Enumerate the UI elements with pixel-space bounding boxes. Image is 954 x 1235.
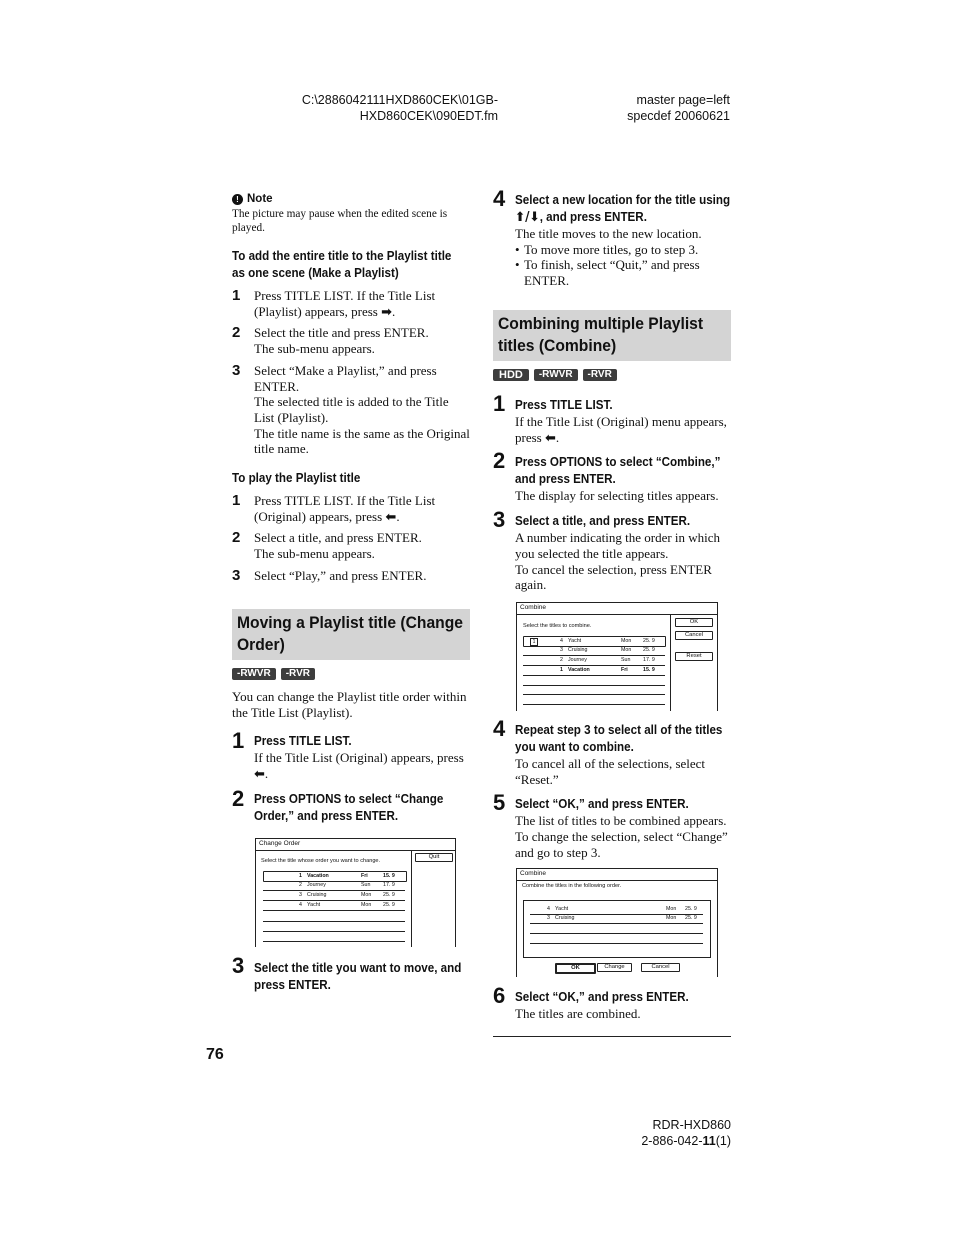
table-row[interactable] <box>523 656 665 666</box>
step-heading: Press TITLE LIST. <box>254 734 352 749</box>
step-text: Select the title and press ENTER. <box>254 325 429 341</box>
reset-button[interactable]: Reset <box>675 652 713 661</box>
step-body: To cancel all of the selections, select “Reset.” <box>515 756 706 787</box>
step-number: 2 <box>232 324 241 342</box>
table-row[interactable] <box>263 901 405 911</box>
note-icon: ! <box>232 194 243 205</box>
row-title: Cruising <box>555 915 575 921</box>
steps-4-6 <box>493 718 733 861</box>
step-heading: Repeat step 3 to select all of the titles you want to combine. <box>515 723 723 754</box>
step-body: If the Title List (Original) appears, press <box>254 750 464 766</box>
row-number: 4 <box>299 902 302 908</box>
step-item <box>232 785 470 825</box>
row-title: Journey <box>568 657 587 663</box>
screen-title: Combine <box>520 870 547 877</box>
step-item <box>232 325 472 356</box>
column-end-rule <box>493 1036 731 1037</box>
disc-badges <box>493 369 731 381</box>
empty-row-line <box>523 685 665 686</box>
screen-change-order <box>255 838 456 947</box>
empty-row-line <box>263 931 405 932</box>
ok-button[interactable]: OK <box>675 618 713 627</box>
screen-divider <box>517 880 717 881</box>
badge-rvr: -RVR <box>281 668 315 680</box>
step-body: A number indicating the order in which you selected the title appears. <box>515 530 721 561</box>
arrow-left-icon: ⬅ <box>385 509 397 525</box>
screen-divider <box>670 614 671 711</box>
row-title: Vacation <box>307 873 329 879</box>
row-day: Mon <box>666 906 677 912</box>
row-date: 15. 9 <box>383 873 395 879</box>
step-body: The list of titles to be combined appears. To change the selection, select “Change” and go to step 3. <box>515 813 728 860</box>
step-text: Press TITLE LIST. If the Title List (Playlist) appears, press <box>254 288 436 319</box>
intro-text: You can change the Playlist title order within the Title List (Playlist). <box>232 689 467 720</box>
code-part: (1) <box>715 1134 731 1148</box>
step-heading: Press OPTIONS to select “Change Order,” and press ENTER. <box>254 791 444 823</box>
page-number: 76 <box>206 1046 224 1063</box>
row-day: Mon <box>666 915 677 921</box>
row-date: 15. 9 <box>643 667 655 673</box>
row-day: Fri <box>361 873 368 879</box>
step-heading: Select “OK,” and press ENTER. <box>515 990 689 1004</box>
row-number: 4 <box>547 906 550 912</box>
step-body: The titles are combined. <box>515 1006 641 1021</box>
row-number: 3 <box>547 915 550 921</box>
step-number: 2 <box>493 448 506 474</box>
quit-button[interactable]: Quit <box>415 853 453 862</box>
step-item <box>493 450 731 504</box>
screen-divider <box>411 850 412 947</box>
step-heading: Press OPTIONS to select “Combine,” and press ENTER. <box>515 455 721 487</box>
row-day: Mon <box>621 647 632 653</box>
step-number: 3 <box>232 566 241 584</box>
footer-model-info <box>600 1117 731 1149</box>
row-title: Yacht <box>568 638 582 644</box>
badge-rwvr: -RWVR <box>232 668 276 680</box>
bullet-item: To move more titles, go to step 3. <box>524 241 699 257</box>
badge-rvr: -RVR <box>583 369 617 381</box>
table-row[interactable] <box>263 891 405 901</box>
ok-button[interactable]: OK <box>555 963 596 974</box>
section-heading: Moving a Playlist title (Change Order) <box>237 613 463 654</box>
step-body: The display for selecting titles appears. <box>515 488 719 504</box>
empty-row-line <box>263 921 405 922</box>
cancel-button[interactable]: Cancel <box>641 963 680 972</box>
step-item <box>232 955 472 994</box>
subheading-play-playlist: To play the Playlist title <box>232 471 361 486</box>
step-heading-end: , and press ENTER. <box>539 210 647 224</box>
step-item <box>493 985 733 1022</box>
step-number: 1 <box>232 287 241 304</box>
code-part: 2-886-042- <box>641 1134 703 1148</box>
step-body: If the Title List (Original) menu appears, press <box>515 414 727 445</box>
arrow-left-icon: ⬅ <box>544 430 556 446</box>
step-heading: Select a new location for the title using <box>515 193 731 207</box>
step-heading: Select “OK,” and press ENTER. <box>515 797 689 812</box>
subheading-make-playlist: To add the entire title to the Playlist title as one scene (Make a Playlist) <box>232 249 452 280</box>
step-item: 1 Press TITLE LIST. If the Title List (Original) appears, press ⬅. <box>232 730 470 781</box>
master-page-line2: specdef 20060621 <box>627 109 730 123</box>
table-row[interactable] <box>523 666 665 676</box>
screen-title: Change Order <box>259 840 301 847</box>
row-day: Fri <box>621 667 628 673</box>
row-day: Mon <box>621 638 632 644</box>
master-page-info <box>600 92 730 124</box>
step-number: 3 <box>232 361 241 379</box>
step-item: 1 Press TITLE LIST. If the Title List (Playlist) appears, press ➡. <box>232 287 436 320</box>
row-date: 25. 9 <box>685 906 697 912</box>
empty-row-line <box>523 704 665 705</box>
row-title: Yacht <box>307 902 321 908</box>
step-number: 4 <box>493 186 506 211</box>
left-column <box>232 192 472 584</box>
step-number: 2 <box>232 529 241 547</box>
step-heading: Select a title, and press ENTER. <box>515 514 691 529</box>
row-number: 1 <box>560 667 563 673</box>
step-item <box>493 792 733 860</box>
step-item <box>232 363 472 457</box>
row-date: 25. 9 <box>383 892 395 898</box>
row-title: Yacht <box>555 906 569 912</box>
step-number: 6 <box>493 983 506 1008</box>
note-text: The picture may pause when the edited scene is played. <box>232 208 448 234</box>
arrow-right-icon: ➡ <box>381 304 392 320</box>
row-number: 2 <box>299 882 302 888</box>
screen-instruction: Select the title whose order you want to change. <box>261 858 381 864</box>
arrow-up-down-icon: ⬆/⬇ <box>515 210 540 225</box>
empty-row-line <box>523 694 665 695</box>
row-number: 2 <box>560 657 563 663</box>
section-heading: Combining multiple Playlist titles (Combine) <box>498 314 704 355</box>
step-item <box>232 530 472 561</box>
change-button[interactable]: Change <box>597 963 632 972</box>
step-result: The sub-menu appears. <box>254 546 375 562</box>
step-number: 1 <box>493 391 506 416</box>
step-number: 3 <box>232 953 245 978</box>
screen-instruction: Combine the titles in the following order. <box>522 883 622 889</box>
file-path-line1: C:\2886042111HXD860CEK\01GB- <box>301 93 498 107</box>
row-number: 3 <box>560 647 563 653</box>
row-day: Mon <box>361 892 372 898</box>
right-column <box>493 188 733 289</box>
empty-row-line <box>530 943 703 944</box>
row-date: 25. 9 <box>643 647 655 653</box>
screen-combine-confirm <box>516 868 718 977</box>
step-item: 1 Press TITLE LIST. If the Title List (Original) menu appears, press ⬅. <box>493 393 731 445</box>
step-item: 1 Press TITLE LIST. If the Title List (Original) appears, press ⬅. <box>232 492 436 525</box>
step-result: The title name is the same as the Original title name. <box>254 425 470 457</box>
row-day: Mon <box>361 902 372 908</box>
row-title: Vacation <box>568 667 590 673</box>
step-number: 1 <box>232 728 245 754</box>
empty-row-line <box>530 933 703 934</box>
step-heading: Select the title you want to move, and press ENTER. <box>254 961 462 992</box>
step-body: The title moves to the new location. <box>515 226 702 241</box>
file-path <box>300 92 498 124</box>
screen-divider <box>256 850 455 851</box>
step-heading: Press TITLE LIST. <box>515 398 613 412</box>
row-date: 25. 9 <box>643 638 655 644</box>
step-number: 2 <box>232 785 245 811</box>
step-item <box>493 509 731 593</box>
step-body: To cancel the selection, press ENTER again. <box>515 561 712 593</box>
note-label: Note <box>247 193 273 205</box>
screen-title: Combine <box>520 604 547 611</box>
row-title: Cruising <box>307 892 327 898</box>
file-path-line2: HXD860CEK\090EDT.fm <box>359 109 498 123</box>
step-item: 4 Select a new location for the title using ⬆/⬇, and press ENTER. The title moves to the new location. • To move more titles, go to step 3. • To finish, select “Quit,” and press ENTER. <box>493 188 733 289</box>
bullet-item: To finish, select “Quit,” and press ENTER. <box>524 257 700 289</box>
table-row[interactable] <box>523 646 665 656</box>
model-number: RDR-HXD860 <box>652 1118 731 1132</box>
row-number: 4 <box>560 638 563 644</box>
step-number: 4 <box>493 716 506 741</box>
step-text: Press TITLE LIST. If the Title List (Original) appears, press <box>254 493 436 524</box>
step-number: 3 <box>493 507 506 533</box>
selection-order-mark: 1 <box>530 638 538 646</box>
step-number: 5 <box>493 790 506 816</box>
section-combine <box>493 310 731 593</box>
badge-hdd: HDD <box>493 369 529 381</box>
table-row[interactable] <box>530 914 703 924</box>
screen-instruction: Select the titles to combine. <box>523 623 592 629</box>
row-date: 25. 9 <box>685 915 697 921</box>
row-date: 17. 9 <box>643 657 655 663</box>
section-change-order <box>232 609 470 825</box>
master-page-line1: master page=left <box>636 93 730 107</box>
step-result: The selected title is added to the Title List (Playlist). <box>254 394 449 425</box>
table-row[interactable] <box>263 881 405 891</box>
empty-row-line <box>263 941 405 942</box>
code-part-bold: 11 <box>702 1134 716 1148</box>
disc-badges <box>232 668 470 680</box>
step-text: Select “Make a Playlist,” and press ENTER. <box>254 362 437 394</box>
screen-combine-select <box>516 602 718 711</box>
step-text: Select a title, and press ENTER. <box>254 530 422 546</box>
step-number: 1 <box>232 492 241 510</box>
row-date: 25. 9 <box>383 902 395 908</box>
document-code <box>600 1133 731 1149</box>
step-item <box>232 568 472 584</box>
row-date: 17. 9 <box>383 882 395 888</box>
row-title: Journey <box>307 882 326 888</box>
row-number: 3 <box>299 892 302 898</box>
section-heading-box <box>493 310 731 361</box>
badge-rwvr: -RWVR <box>534 369 578 381</box>
row-day: Sun <box>621 657 631 663</box>
cancel-button[interactable]: Cancel <box>675 631 713 640</box>
note-heading <box>232 193 472 205</box>
row-day: Sun <box>361 882 371 888</box>
section-heading-box <box>232 609 470 660</box>
step-item <box>493 718 733 787</box>
screen-divider <box>517 614 717 615</box>
step-text: Select “Play,” and press ENTER. <box>254 567 427 583</box>
arrow-left-icon: ⬅ <box>254 767 265 783</box>
step-result: The sub-menu appears. <box>254 341 375 357</box>
row-number: 1 <box>299 873 302 879</box>
row-title: Cruising <box>568 647 588 653</box>
